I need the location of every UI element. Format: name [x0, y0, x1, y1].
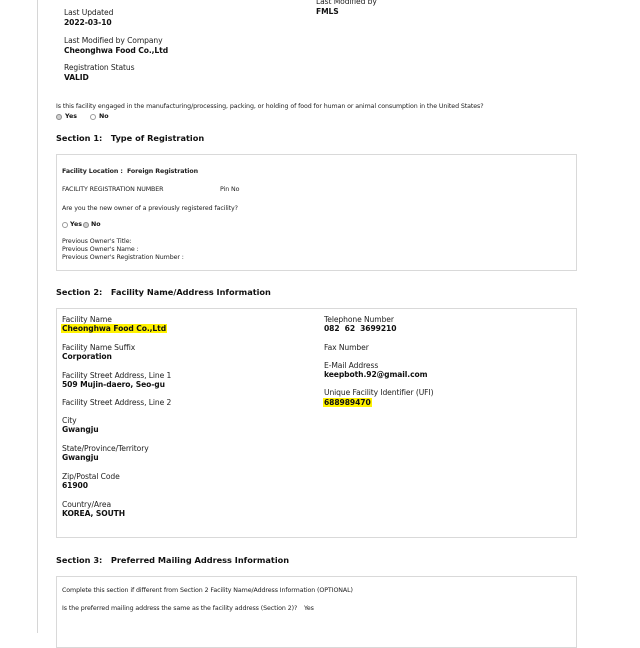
registration-status-label: Registration Status: [64, 63, 135, 72]
phone-label: Telephone Number: [324, 315, 394, 324]
section1-title: Section 1: Type of Registration: [56, 133, 205, 143]
phone-value: 082 62 3699210: [324, 324, 397, 333]
same-address-answer: Yes: [304, 605, 314, 612]
pin-label: Pin No: [220, 186, 240, 193]
ufi-value: 688989470: [324, 398, 371, 407]
same-address-question: Is the preferred mailing address the same as the facility address (Section 2)?: [62, 605, 298, 612]
facility-name-label: Facility Name: [62, 315, 112, 324]
left-margin-rule: [37, 0, 38, 633]
section3-title: Section 3: Preferred Mailing Address Information: [56, 555, 290, 565]
last-updated-label: Last Updated: [64, 8, 114, 17]
new-owner-question: Are you the new owner of a previously registered facility?: [62, 205, 238, 212]
facility-suffix-value: Corporation: [62, 352, 112, 361]
last-modified-by-label: Last Modified by: [316, 0, 377, 6]
engagement-question: Is this facility engaged in the manufacturing/processing, packing, or holding of food for human or animal consumption in the United States?: [56, 103, 484, 110]
city-value: Gwangju: [62, 425, 99, 434]
email-label: E-Mail Address: [324, 361, 379, 370]
engagement-yes-label: Yes: [65, 113, 78, 120]
registration-number-label: FACILITY REGISTRATION NUMBER: [62, 186, 164, 193]
street2-label: Facility Street Address, Line 2: [62, 398, 172, 407]
last-modified-company-value: Cheonghwa Food Co.,Ltd: [64, 46, 169, 55]
new-owner-no-label: No: [91, 221, 101, 228]
street1-value: 509 Mujin-daero, Seo-gu: [62, 380, 165, 389]
zip-value: 61900: [62, 481, 88, 490]
last-modified-company-label: Last Modified by Company: [64, 36, 163, 45]
facility-location: Facility Location : Foreign Registration: [62, 168, 198, 175]
prev-owner-name: Previous Owner's Name :: [62, 246, 139, 253]
engagement-no-label: No: [99, 113, 109, 120]
email-value: keepboth.92@gmail.com: [324, 370, 428, 379]
section3-instruction: Complete this section if different from Section 2 Facility Name/Address Information (OPTIONAL): [62, 587, 353, 594]
prev-owner-registration: Previous Owner's Registration Number :: [62, 254, 184, 261]
prev-owner-title: Previous Owner's Title:: [62, 238, 132, 245]
last-modified-by-value: FMLS: [316, 7, 339, 16]
zip-label: Zip/Postal Code: [62, 472, 120, 481]
facility-suffix-label: Facility Name Suffix: [62, 343, 136, 352]
new-owner-yes-radio[interactable]: [62, 222, 68, 228]
city-label: City: [62, 416, 77, 425]
state-value: Gwangju: [62, 453, 99, 462]
engagement-yes-radio[interactable]: [56, 114, 62, 120]
fax-label: Fax Number: [324, 343, 369, 352]
registration-status-value: VALID: [64, 73, 89, 82]
state-label: State/Province/Territory: [62, 444, 149, 453]
engagement-no-radio[interactable]: [90, 114, 96, 120]
new-owner-yes-label: Yes: [70, 221, 83, 228]
section2-title: Section 2: Facility Name/Address Information: [56, 287, 271, 297]
facility-name-value: Cheonghwa Food Co.,Ltd: [62, 324, 167, 333]
last-updated-value: 2022-03-10: [64, 18, 112, 27]
country-value: KOREA, SOUTH: [62, 509, 126, 518]
country-label: Country/Area: [62, 500, 112, 509]
ufi-label: Unique Facility Identifier (UFI): [324, 388, 434, 397]
new-owner-no-radio[interactable]: [83, 222, 89, 228]
street1-label: Facility Street Address, Line 1: [62, 371, 172, 380]
